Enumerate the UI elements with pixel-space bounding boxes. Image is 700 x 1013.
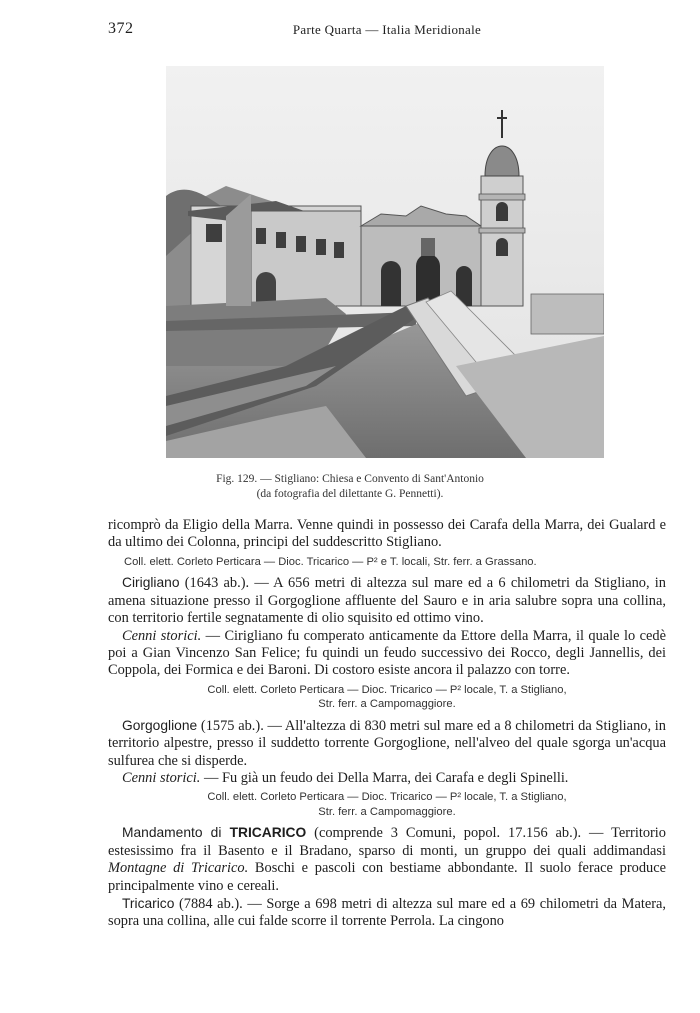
paragraph-cirigliano-history: Cenni storici. — Cirigliano fu comperato anticamente da Ettore della Marra, il quale lo cedè poi a Gian Vincenzo San Felice; fu quindi un feudo successivo dei Rocco, degli Jannellis, dei Coppola, dei Formica e dei Baroni. Di costoro esiste ancora il palazzo con torre.: [108, 627, 666, 679]
mandamento-name: TRICARICO: [229, 825, 307, 841]
caption-line-1: Fig. 129. — Stigliano: Chiesa e Convento di Sant'Antonio: [216, 473, 484, 485]
page-header: [108, 20, 666, 40]
cenni-storici-label: Cenni storici.: [122, 769, 201, 786]
paragraph-cirigliano: Cirigliano (1643 ab.). — A 656 metri di altezza sul mare ed a 6 chilometri da Stigliano, in amena situazione presso il Gorgoglione affluente del Sauro e in aria salubre sopra una collina, con territorio fertile segnatamente di olio squisito ed ottimo vino.: [108, 575, 666, 627]
paragraph-continuation: ricomprò da Eligio della Marra. Venne quindi in possesso dei Carafa della Marra, dei Gualard e da ultimo dei Colonna, principi del suddescritto Stigliano.: [108, 517, 666, 551]
paragraph-gorgoglione: Gorgoglione (1575 ab.). — All'altezza di 830 metri sul mare ed a 8 chilometri da Stigliano, in territorio alpestre, presso il suddetto torrente Gorgoglione, nell'alveo del quale sgorga un'acqua sulfurea che si disperde.: [108, 717, 666, 769]
note-stigliano: Coll. elett. Corleto Perticara — Dioc. Tricarico — P² e T. locali, Str. ferr. a Grassano.: [124, 555, 537, 568]
running-title: Parte Quarta — Italia Meridionale: [292, 22, 482, 37]
body-text: [108, 517, 666, 931]
page-number: 372: [108, 20, 134, 37]
figure-photograph: [166, 66, 604, 458]
figure-caption: [130, 472, 570, 502]
paragraph-mandamento: Mandamento di TRICARICO (comprende 3 Comuni, popol. 17.156 ab.). — Territorio estesissimo fra il Basento e il Bradano, sparso di monti, un gruppo dei quali addimandasi Montagne di Tricarico. Boschi e pascoli con bestiame abbondante. Il suolo ferace produce principalmente vino e cereali.: [108, 825, 667, 894]
church-convent-illustration: [166, 66, 604, 458]
paragraph-gorgoglione-history: Cenni storici. — Fu già un feudo dei Della Marra, dei Carafa e degli Spinelli.: [122, 769, 569, 786]
entry-name-cirigliano: Cirigliano: [122, 575, 180, 591]
note-gorgoglione: Coll. elett. Corleto Perticara — Dioc. Tricarico — P² locale, T. a Stigliano, Str. ferr. a Campomaggiore.: [207, 791, 567, 818]
entry-name-gorgoglione: Gorgoglione: [122, 717, 198, 733]
note-cirigliano: Coll. elett. Corleto Perticara — Dioc. Tricarico — P² locale, T. a Stigliano, Str. ferr. a Campomaggiore.: [207, 683, 567, 711]
entry-name-tricarico: Tricarico: [122, 896, 175, 911]
paragraph-tricarico: Tricarico (7884 ab.). — Sorge a 698 metri di altezza sul mare ed a 69 chilometri da Matera, sopra una collina, alle cui falde scorre il torrente Perrola. La cingono: [108, 896, 666, 930]
caption-line-2: (da fotografia del dilettante G. Pennetti).: [256, 488, 444, 500]
cenni-storici-label: Cenni storici.: [122, 627, 202, 644]
